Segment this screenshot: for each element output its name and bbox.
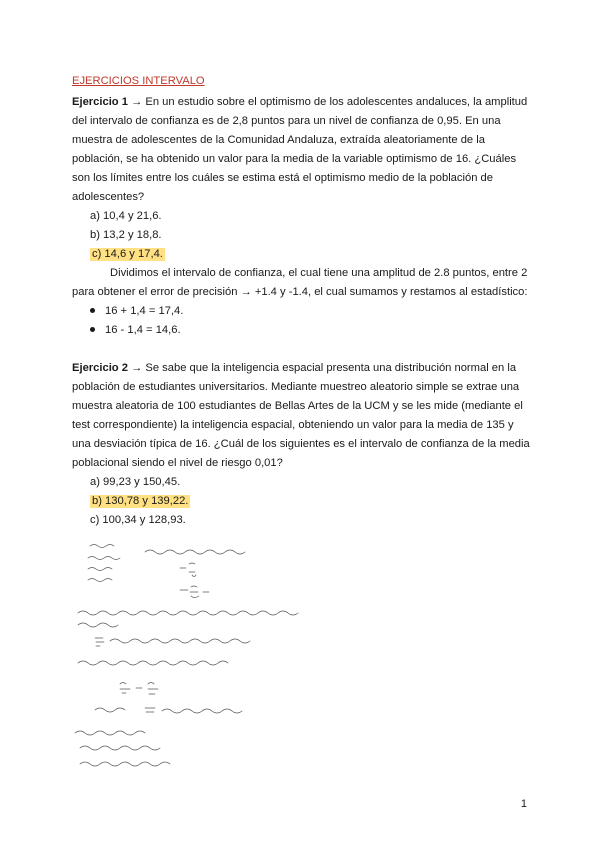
option-text: a) 99,23 y 150,45. <box>90 476 181 488</box>
option-text: c) 100,34 y 128,93. <box>90 514 186 526</box>
spacer <box>72 340 530 359</box>
exercise-2-text: → Se sabe que la inteligencia espacial presenta una distribución normal en la población de estudiantes universitarios. Mediante muestreo aleatorio simple se extrae una muestra aleatoria de 100 estudiantes de Bellas Artes de la UCM y se les mide (mediante el test correspondiente) la inteligencia espacial, obteniendo un valor para la media de 135 y una desviación típica de 16. ¿Cuál de los siguientes es el intervalo de confianza de la media poblacional siendo el nivel de riesgo 0,01? <box>72 362 530 469</box>
exercise-1-option-c <box>90 245 530 264</box>
bullet-item <box>90 302 530 321</box>
document-heading: EJERCICIOS INTERVALO <box>72 75 205 87</box>
highlighted-answer: b) 130,78 y 139,22. <box>92 495 189 507</box>
exercise-2-options <box>72 473 530 530</box>
option-text: b) 13,2 y 18,8. <box>90 229 162 241</box>
exercise-1-explanation: Dividimos el intervalo de confianza, el cual tiene una amplitud de 2.8 puntos, entre 2 para obtener el error de precisión → +1.4 y -1.4, el cual sumamos y restamos al estadístico: <box>72 267 528 298</box>
exercise-2-label: Ejercicio 2 <box>72 362 128 374</box>
option-text: a) 10,4 y 21,6. <box>90 210 162 222</box>
exercise-1-options <box>72 207 530 264</box>
exercise-1-label: Ejercicio 1 <box>72 96 128 108</box>
exercise-2-option-a <box>90 473 530 492</box>
highlighted-answer: c) 14,6 y 17,4. <box>92 248 163 260</box>
handwritten-notes-image <box>70 538 320 773</box>
bullet-text: 16 - 1,4 = 14,6. <box>105 324 181 336</box>
exercise-1-statement <box>72 93 530 207</box>
document-content <box>72 72 530 530</box>
exercise-2-option-b <box>90 492 530 511</box>
exercise-1-option-a <box>90 207 530 226</box>
bullet-icon <box>90 327 95 332</box>
exercise-1-text: → En un estudio sobre el optimismo de los adolescentes andaluces, la amplitud del intervalo de confianza es de 2,8 puntos para un nivel de confianza de 0,95. En una muestra de adolescentes de la Comunidad Andaluza, extraída aleatoriamente de la población, se ha obtenido un valor para la media de la variable optimismo de 16. ¿Cuáles son los límites entre los cuáles se estima está el optimismo medio de la población de adolescentes? <box>72 96 528 203</box>
bullet-text: 16 + 1,4 = 17,4. <box>105 305 184 317</box>
bullet-icon <box>90 308 95 313</box>
exercise-1-option-b <box>90 226 530 245</box>
page-number: 1 <box>520 798 527 810</box>
exercise-1-calculations <box>72 302 530 340</box>
exercise-2-statement <box>72 359 530 473</box>
bullet-item <box>90 321 530 340</box>
exercise-2-option-c <box>90 511 530 530</box>
